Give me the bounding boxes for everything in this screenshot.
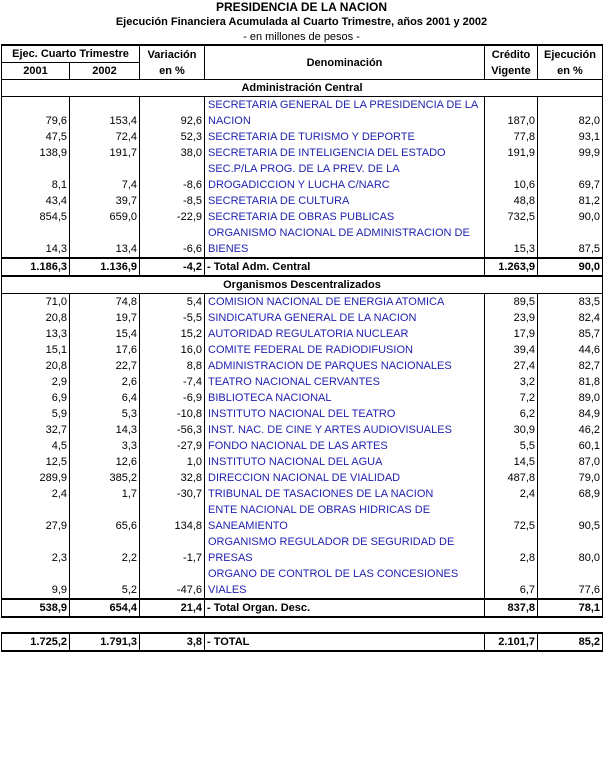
- col-header-variacion: Variación: [140, 45, 205, 63]
- table-row: [2, 502, 603, 534]
- denominacion: ADMINISTRACION DE PARQUES NACIONALES: [205, 358, 485, 374]
- value-credito: 72,5: [485, 502, 538, 534]
- table-row: [2, 161, 603, 193]
- value-credito: 89,5: [485, 294, 538, 311]
- denominacion: TRIBUNAL DE TASACIONES DE LA NACION: [205, 486, 485, 502]
- value-variacion: 52,3: [140, 129, 205, 145]
- denominacion: SINDICATURA GENERAL DE LA NACION: [205, 310, 485, 326]
- value-ejecucion: 82,7: [538, 358, 603, 374]
- value-credito: 187,0: [485, 97, 538, 130]
- value-variacion: -7,4: [140, 374, 205, 390]
- value-2001: 6,9: [2, 390, 70, 406]
- value-2002: 39,7: [70, 193, 140, 209]
- value-ejecucion: 44,6: [538, 342, 603, 358]
- value-variacion: 21,4: [140, 599, 205, 617]
- value-2001: 20,8: [2, 310, 70, 326]
- value-variacion: 1,0: [140, 454, 205, 470]
- value-2002: 659,0: [70, 209, 140, 225]
- denominacion: ORGANISMO NACIONAL DE ADMINISTRACION DE BIENES: [205, 225, 485, 258]
- value-2001: 12,5: [2, 454, 70, 470]
- value-credito: 837,8: [485, 599, 538, 617]
- value-credito: 191,9: [485, 145, 538, 161]
- value-ejecucion: 81,2: [538, 193, 603, 209]
- value-variacion: 38,0: [140, 145, 205, 161]
- value-2002: 12,6: [70, 454, 140, 470]
- value-credito: 5,5: [485, 438, 538, 454]
- value-ejecucion: 46,2: [538, 422, 603, 438]
- value-ejecucion: 82,4: [538, 310, 603, 326]
- table-row: [2, 438, 603, 454]
- value-2001: 79,6: [2, 97, 70, 130]
- value-ejecucion: 82,0: [538, 97, 603, 130]
- value-variacion: 3,8: [140, 633, 205, 651]
- value-2002: 153,4: [70, 97, 140, 130]
- denominacion: SECRETARIA DE INTELIGENCIA DEL ESTADO: [205, 145, 485, 161]
- table-row: [2, 566, 603, 599]
- value-ejecucion: 90,0: [538, 258, 603, 276]
- value-2002: 13,4: [70, 225, 140, 258]
- value-2002: 15,4: [70, 326, 140, 342]
- value-2001: 13,3: [2, 326, 70, 342]
- value-credito: 15,3: [485, 225, 538, 258]
- value-credito: 30,9: [485, 422, 538, 438]
- section-total-row: [2, 258, 603, 276]
- table-row: [2, 310, 603, 326]
- value-2001: 43,4: [2, 193, 70, 209]
- col-header-ejecucion: Ejecución: [538, 45, 603, 63]
- value-credito: 2.101,7: [485, 633, 538, 651]
- denominacion: AUTORIDAD REGULATORIA NUCLEAR: [205, 326, 485, 342]
- value-2001: 5,9: [2, 406, 70, 422]
- col-header-2002: 2002: [70, 63, 140, 80]
- denominacion: COMISION NACIONAL DE ENERGIA ATOMICA: [205, 294, 485, 311]
- spacer: [2, 617, 603, 633]
- value-credito: 48,8: [485, 193, 538, 209]
- value-ejecucion: 87,0: [538, 454, 603, 470]
- denominacion: TEATRO NACIONAL CERVANTES: [205, 374, 485, 390]
- report-title: PRESIDENCIA DE LA NACION: [215, 0, 388, 14]
- denominacion: INSTITUTO NACIONAL DEL TEATRO: [205, 406, 485, 422]
- value-ejecucion: 68,9: [538, 486, 603, 502]
- value-ejecucion: 78,1: [538, 599, 603, 617]
- col-header-variacion-unit: en %: [140, 63, 205, 80]
- value-variacion: 32,8: [140, 470, 205, 486]
- denominacion: BIBLIOTECA NACIONAL: [205, 390, 485, 406]
- denominacion: DIRECCION NACIONAL DE VIALIDAD: [205, 470, 485, 486]
- value-2001: 2,9: [2, 374, 70, 390]
- value-2002: 191,7: [70, 145, 140, 161]
- value-2002: 65,6: [70, 502, 140, 534]
- denominacion: - TOTAL: [205, 633, 485, 651]
- denominacion: SECRETARIA GENERAL DE LA PRESIDENCIA DE LA NACION: [205, 97, 485, 130]
- value-ejecucion: 83,5: [538, 294, 603, 311]
- grand-total-row: [2, 633, 603, 651]
- value-variacion: 8,8: [140, 358, 205, 374]
- value-variacion: -4,2: [140, 258, 205, 276]
- value-2001: 2,3: [2, 534, 70, 566]
- value-2001: 9,9: [2, 566, 70, 599]
- value-variacion: -8,6: [140, 161, 205, 193]
- value-2001: 289,9: [2, 470, 70, 486]
- value-ejecucion: 89,0: [538, 390, 603, 406]
- value-credito: 77,8: [485, 129, 538, 145]
- value-credito: 3,2: [485, 374, 538, 390]
- value-2001: 8,1: [2, 161, 70, 193]
- value-variacion: -22,9: [140, 209, 205, 225]
- col-header-denominacion: Denominación: [205, 45, 485, 80]
- col-header-2001: 2001: [2, 63, 70, 80]
- section-header: [2, 276, 603, 294]
- table-row: [2, 390, 603, 406]
- value-credito: 27,4: [485, 358, 538, 374]
- value-2002: 385,2: [70, 470, 140, 486]
- col-header-credito: Crédito: [485, 45, 538, 63]
- table-row: [2, 454, 603, 470]
- value-ejecucion: 84,9: [538, 406, 603, 422]
- table-row: [2, 193, 603, 209]
- table-row: [2, 97, 603, 130]
- section-total-row: [2, 599, 603, 617]
- table-row: [2, 422, 603, 438]
- section-title: Administración Central: [2, 80, 603, 97]
- denominacion: ORGANO DE CONTROL DE LAS CONCESIONES VIALES: [205, 566, 485, 599]
- value-2002: 654,4: [70, 599, 140, 617]
- value-2002: 1,7: [70, 486, 140, 502]
- denominacion: - Total Organ. Desc.: [205, 599, 485, 617]
- value-2001: 4,5: [2, 438, 70, 454]
- value-2002: 19,7: [70, 310, 140, 326]
- value-2002: 1.791,3: [70, 633, 140, 651]
- value-2001: 20,8: [2, 358, 70, 374]
- value-variacion: -5,5: [140, 310, 205, 326]
- value-ejecucion: 81,8: [538, 374, 603, 390]
- value-variacion: -47,6: [140, 566, 205, 599]
- value-credito: 6,2: [485, 406, 538, 422]
- value-2001: 138,9: [2, 145, 70, 161]
- report-subtitle: Ejecución Financiera Acumulada al Cuarto Trimestre, años 2001 y 2002: [115, 16, 488, 28]
- value-ejecucion: 69,7: [538, 161, 603, 193]
- value-2002: 1.136,9: [70, 258, 140, 276]
- value-ejecucion: 80,0: [538, 534, 603, 566]
- value-credito: 14,5: [485, 454, 538, 470]
- value-2001: 71,0: [2, 294, 70, 311]
- value-variacion: 92,6: [140, 97, 205, 130]
- report-units: - en millones de pesos -: [243, 31, 360, 43]
- value-2002: 5,2: [70, 566, 140, 599]
- col-header-ejecucion-unit: en %: [538, 63, 603, 80]
- table-row: [2, 486, 603, 502]
- value-credito: 23,9: [485, 310, 538, 326]
- value-variacion: 15,2: [140, 326, 205, 342]
- value-variacion: 5,4: [140, 294, 205, 311]
- value-2001: 27,9: [2, 502, 70, 534]
- value-variacion: -6,9: [140, 390, 205, 406]
- section-header: [2, 80, 603, 97]
- value-2002: 7,4: [70, 161, 140, 193]
- table-row: [2, 374, 603, 390]
- value-2001: 47,5: [2, 129, 70, 145]
- table-row: [2, 209, 603, 225]
- value-ejecucion: 60,1: [538, 438, 603, 454]
- value-2001: 1.725,2: [2, 633, 70, 651]
- col-header-credito-vigente: Vigente: [485, 63, 538, 80]
- value-credito: 732,5: [485, 209, 538, 225]
- value-ejecucion: 99,9: [538, 145, 603, 161]
- table-row: [2, 534, 603, 566]
- value-ejecucion: 85,7: [538, 326, 603, 342]
- table-row: [2, 225, 603, 258]
- value-credito: 2,8: [485, 534, 538, 566]
- denominacion: SECRETARIA DE TURISMO Y DEPORTE: [205, 129, 485, 145]
- value-2001: 538,9: [2, 599, 70, 617]
- table-row: [2, 294, 603, 311]
- value-2002: 14,3: [70, 422, 140, 438]
- value-2001: 854,5: [2, 209, 70, 225]
- spacer-cell: [2, 617, 603, 633]
- value-2001: 14,3: [2, 225, 70, 258]
- value-credito: 6,7: [485, 566, 538, 599]
- table-row: [2, 358, 603, 374]
- value-ejecucion: 79,0: [538, 470, 603, 486]
- value-variacion: -1,7: [140, 534, 205, 566]
- table-row: [2, 326, 603, 342]
- value-2001: 32,7: [2, 422, 70, 438]
- value-variacion: -10,8: [140, 406, 205, 422]
- value-credito: 2,4: [485, 486, 538, 502]
- value-credito: 10,6: [485, 161, 538, 193]
- denominacion: SEC.P/LA PROG. DE LA PREV. DE LA DROGADICCION Y LUCHA C/NARC: [205, 161, 485, 193]
- table-row: [2, 406, 603, 422]
- value-credito: 1.263,9: [485, 258, 538, 276]
- table-row: [2, 145, 603, 161]
- value-credito: 39,4: [485, 342, 538, 358]
- value-credito: 487,8: [485, 470, 538, 486]
- value-ejecucion: 90,5: [538, 502, 603, 534]
- value-2001: 1.186,3: [2, 258, 70, 276]
- value-ejecucion: 93,1: [538, 129, 603, 145]
- value-ejecucion: 90,0: [538, 209, 603, 225]
- denominacion: SECRETARIA DE CULTURA: [205, 193, 485, 209]
- table-row: [2, 342, 603, 358]
- value-2002: 72,4: [70, 129, 140, 145]
- value-2002: 2,6: [70, 374, 140, 390]
- denominacion: INST. NAC. DE CINE Y ARTES AUDIOVISUALES: [205, 422, 485, 438]
- value-variacion: 16,0: [140, 342, 205, 358]
- value-2001: 15,1: [2, 342, 70, 358]
- table-row: [2, 470, 603, 486]
- value-variacion: -27,9: [140, 438, 205, 454]
- denominacion: SECRETARIA DE OBRAS PUBLICAS: [205, 209, 485, 225]
- col-header-ejec: Ejec. Cuarto Trimestre: [2, 45, 140, 63]
- value-credito: 17,9: [485, 326, 538, 342]
- value-2002: 3,3: [70, 438, 140, 454]
- value-variacion: -6,6: [140, 225, 205, 258]
- value-2001: 2,4: [2, 486, 70, 502]
- value-credito: 7,2: [485, 390, 538, 406]
- denominacion: ENTE NACIONAL DE OBRAS HIDRICAS DE SANEAMIENTO: [205, 502, 485, 534]
- denominacion: FONDO NACIONAL DE LAS ARTES: [205, 438, 485, 454]
- value-2002: 22,7: [70, 358, 140, 374]
- value-2002: 74,8: [70, 294, 140, 311]
- value-2002: 5,3: [70, 406, 140, 422]
- value-2002: 17,6: [70, 342, 140, 358]
- denominacion: INSTITUTO NACIONAL DEL AGUA: [205, 454, 485, 470]
- value-ejecucion: 77,6: [538, 566, 603, 599]
- financial-table: [1, 44, 603, 652]
- denominacion: COMITE FEDERAL DE RADIODIFUSION: [205, 342, 485, 358]
- value-ejecucion: 87,5: [538, 225, 603, 258]
- value-2002: 6,4: [70, 390, 140, 406]
- denominacion: ORGANISMO REGULADOR DE SEGURIDAD DE PRESAS: [205, 534, 485, 566]
- table-row: [2, 129, 603, 145]
- value-ejecucion: 85,2: [538, 633, 603, 651]
- value-2002: 2,2: [70, 534, 140, 566]
- value-variacion: 134,8: [140, 502, 205, 534]
- value-variacion: -56,3: [140, 422, 205, 438]
- value-variacion: -30,7: [140, 486, 205, 502]
- section-title: Organismos Descentralizados: [2, 276, 603, 294]
- denominacion: - Total Adm. Central: [205, 258, 485, 276]
- value-variacion: -8,5: [140, 193, 205, 209]
